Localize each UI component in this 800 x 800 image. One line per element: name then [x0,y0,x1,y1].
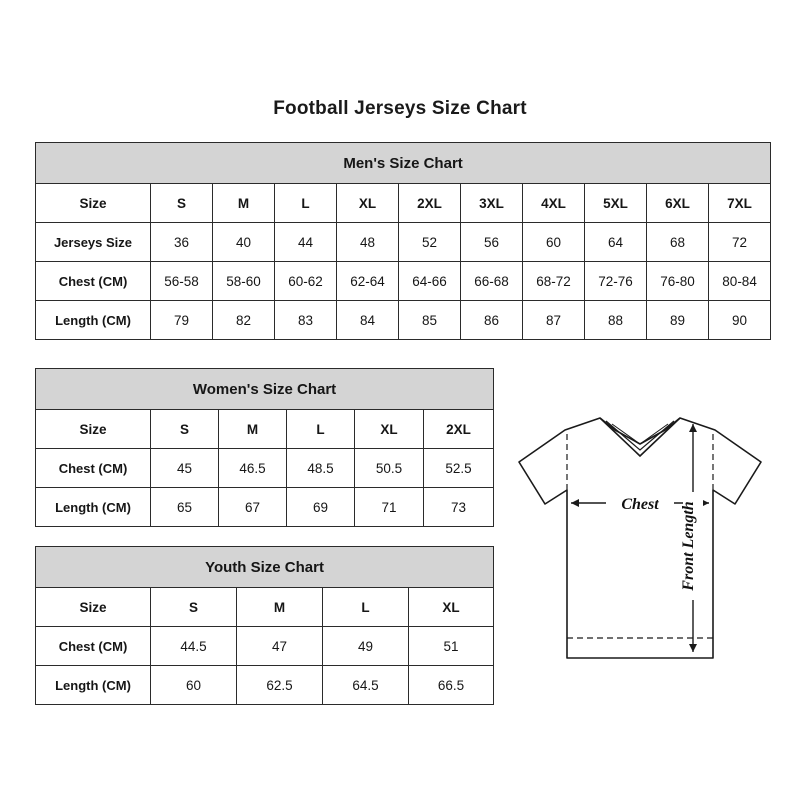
table-row [36,627,494,666]
table-cell: 89 [647,301,709,340]
table-cell: 48.5 [287,449,355,488]
youth-table-header: Youth Size Chart [36,547,494,588]
column-header: XL [337,184,399,223]
table-cell: 88 [585,301,647,340]
column-header: Size [36,410,151,449]
table-cell: 90 [709,301,771,340]
table-cell: 49 [323,627,409,666]
table-cell: 56 [461,223,523,262]
row-label: Chest (CM) [36,627,151,666]
column-header: M [237,588,323,627]
youth-size-table [35,546,494,705]
row-label: Length (CM) [36,488,151,527]
table-cell: 66.5 [409,666,494,705]
table-row [36,223,771,262]
column-header: 6XL [647,184,709,223]
table-cell: 71 [355,488,424,527]
table-cell: 68 [647,223,709,262]
column-header: 2XL [399,184,461,223]
womens-table-header: Women's Size Chart [36,369,494,410]
front-length-label: Front Length [680,501,697,591]
table-cell: 60 [523,223,585,262]
column-header: S [151,410,219,449]
table-row [36,588,494,627]
row-label: Length (CM) [36,301,151,340]
table-cell: 51 [409,627,494,666]
mens-size-table [35,142,771,340]
column-header: 7XL [709,184,771,223]
table-cell: 64-66 [399,262,461,301]
column-header: L [275,184,337,223]
column-header: 3XL [461,184,523,223]
table-cell: 68-72 [523,262,585,301]
column-header: 5XL [585,184,647,223]
table-cell: 56-58 [151,262,213,301]
row-label: Chest (CM) [36,262,151,301]
row-label: Chest (CM) [36,449,151,488]
column-header: S [151,588,237,627]
column-header: S [151,184,213,223]
column-header: XL [409,588,494,627]
table-header-row [36,143,771,184]
table-cell: 80-84 [709,262,771,301]
jersey-outline [519,418,761,658]
column-header: Size [36,588,151,627]
table-cell: 73 [424,488,494,527]
table-header-row [36,369,494,410]
table-row [36,301,771,340]
column-header: 4XL [523,184,585,223]
table-cell: 45 [151,449,219,488]
table-cell: 79 [151,301,213,340]
table-cell: 64.5 [323,666,409,705]
table-cell: 58-60 [213,262,275,301]
column-header: M [213,184,275,223]
column-header: L [323,588,409,627]
table-cell: 44 [275,223,337,262]
table-cell: 36 [151,223,213,262]
table-cell: 67 [219,488,287,527]
table-cell: 52.5 [424,449,494,488]
table-cell: 72-76 [585,262,647,301]
table-cell: 62-64 [337,262,399,301]
table-cell: 84 [337,301,399,340]
table-row [36,262,771,301]
table-cell: 69 [287,488,355,527]
row-label: Jerseys Size [36,223,151,262]
table-cell: 46.5 [219,449,287,488]
column-header: Size [36,184,151,223]
table-header-row [36,547,494,588]
table-row [36,449,494,488]
row-label: Length (CM) [36,666,151,705]
table-cell: 60-62 [275,262,337,301]
table-cell: 47 [237,627,323,666]
mens-table-header: Men's Size Chart [36,143,771,184]
table-cell: 87 [523,301,585,340]
page-title: Football Jerseys Size Chart [273,98,527,119]
jersey-diagram [505,400,775,690]
table-cell: 60 [151,666,237,705]
table-cell: 52 [399,223,461,262]
table-cell: 76-80 [647,262,709,301]
table-row [36,666,494,705]
chest-label: Chest [621,496,659,513]
table-cell: 50.5 [355,449,424,488]
table-cell: 83 [275,301,337,340]
column-header: M [219,410,287,449]
table-cell: 48 [337,223,399,262]
table-row [36,488,494,527]
column-header: XL [355,410,424,449]
table-cell: 85 [399,301,461,340]
table-cell: 62.5 [237,666,323,705]
table-cell: 64 [585,223,647,262]
table-row [36,410,494,449]
table-cell: 82 [213,301,275,340]
table-row [36,184,771,223]
table-cell: 86 [461,301,523,340]
womens-size-table [35,368,494,527]
table-cell: 66-68 [461,262,523,301]
column-header: 2XL [424,410,494,449]
table-cell: 72 [709,223,771,262]
table-cell: 65 [151,488,219,527]
column-header: L [287,410,355,449]
table-cell: 40 [213,223,275,262]
table-cell: 44.5 [151,627,237,666]
